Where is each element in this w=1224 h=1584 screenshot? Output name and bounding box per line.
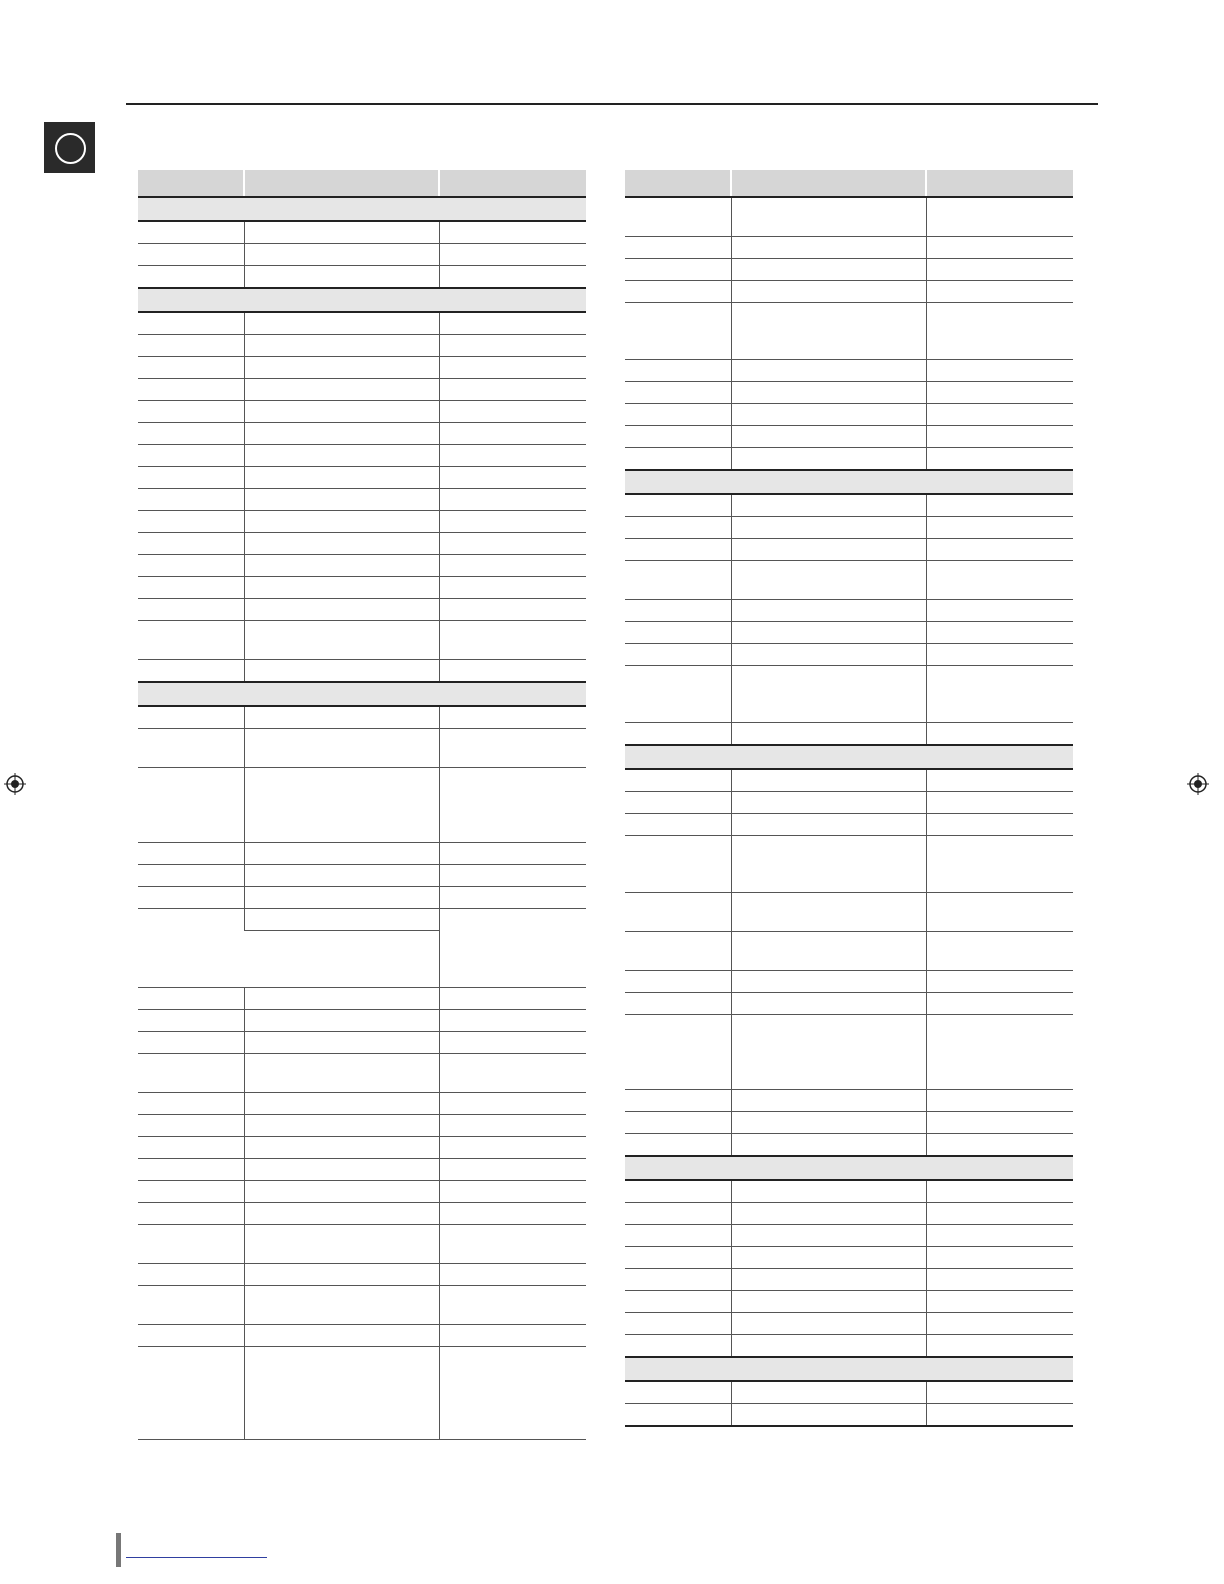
table-row [138, 621, 586, 660]
table-row [625, 1335, 1073, 1358]
table-row [138, 1203, 586, 1225]
table-row [625, 1134, 1073, 1157]
table-row [138, 909, 586, 931]
table-row [625, 932, 1073, 971]
table-row [625, 1381, 1073, 1404]
table-row [625, 814, 1073, 836]
table-row [138, 489, 586, 511]
section-header [625, 1357, 1073, 1381]
header-cell [244, 170, 439, 197]
section-header [138, 197, 586, 221]
section-title [625, 1156, 1073, 1180]
registration-mark-icon [4, 773, 26, 795]
table-row [138, 1137, 586, 1159]
registration-mark-icon [1187, 773, 1209, 795]
table-row [625, 622, 1073, 644]
header-cell [926, 170, 1073, 197]
table-row [138, 335, 586, 357]
circle-icon [55, 133, 86, 164]
table-row [138, 768, 586, 843]
table-row [138, 1093, 586, 1115]
footer-link-underline [126, 1557, 267, 1558]
table-row [625, 1247, 1073, 1269]
table-row [138, 401, 586, 423]
table-row [625, 1180, 1073, 1203]
table-row [625, 1203, 1073, 1225]
table-row [138, 1159, 586, 1181]
table-row [138, 1325, 586, 1347]
table-row [138, 599, 586, 621]
spec-table-left [138, 170, 586, 1440]
section-header [138, 288, 586, 312]
table-row [138, 1010, 586, 1032]
table-row [625, 303, 1073, 360]
table-row [625, 426, 1073, 448]
table-row [625, 644, 1073, 666]
table-row [138, 1264, 586, 1286]
table-row [625, 197, 1073, 237]
table-row [625, 281, 1073, 303]
section-title [625, 470, 1073, 494]
table-row [625, 1313, 1073, 1335]
table-row [625, 1269, 1073, 1291]
section-title [625, 1357, 1073, 1381]
header-cell [138, 170, 244, 197]
table-row [138, 244, 586, 266]
section-header [138, 682, 586, 706]
table-row [138, 729, 586, 768]
table-row [625, 360, 1073, 382]
table-row [138, 865, 586, 887]
table-row [625, 1404, 1073, 1427]
table-row [138, 843, 586, 865]
footer-bar [116, 1533, 121, 1567]
table-row [138, 445, 586, 467]
table-row [138, 511, 586, 533]
table-row [625, 993, 1073, 1015]
table-row [138, 1286, 586, 1325]
language-tab [44, 122, 95, 173]
table-row [138, 312, 586, 335]
section-header [625, 470, 1073, 494]
header-cell [439, 170, 586, 197]
table-row [625, 600, 1073, 622]
table-row [625, 237, 1073, 259]
table-row [138, 1225, 586, 1264]
header-cell [625, 170, 731, 197]
table-row [625, 836, 1073, 893]
table-row [138, 533, 586, 555]
table-row [138, 1115, 586, 1137]
table-row [138, 706, 586, 729]
section-title [138, 197, 586, 221]
table-row [138, 1054, 586, 1093]
section-header [625, 1156, 1073, 1180]
table-row [138, 1347, 586, 1440]
table-row [138, 379, 586, 401]
table-row [625, 723, 1073, 746]
table-row [625, 1291, 1073, 1313]
table-row [625, 1090, 1073, 1112]
table-row [138, 221, 586, 244]
table-row [625, 448, 1073, 471]
table-row [625, 259, 1073, 281]
table-header-row [138, 170, 586, 197]
table-row [625, 517, 1073, 539]
table-row [625, 382, 1073, 404]
header-rule [126, 103, 1098, 105]
spec-table-right [625, 170, 1073, 1427]
table-row [625, 561, 1073, 600]
table-row [625, 539, 1073, 561]
table-row [138, 1181, 586, 1203]
table-row [625, 792, 1073, 814]
section-title [625, 745, 1073, 769]
table-row [138, 887, 586, 909]
table-row [138, 577, 586, 599]
table-row [625, 404, 1073, 426]
table-row [138, 357, 586, 379]
table-header-row [625, 170, 1073, 197]
table-row [625, 1225, 1073, 1247]
section-title [138, 682, 586, 706]
table-row [625, 893, 1073, 932]
table-row [625, 971, 1073, 993]
table-row [625, 1015, 1073, 1090]
table-row [625, 769, 1073, 792]
section-header [625, 745, 1073, 769]
section-title [138, 288, 586, 312]
table-row [138, 467, 586, 489]
table-row [138, 423, 586, 445]
table-row [138, 1032, 586, 1054]
header-cell [731, 170, 926, 197]
table-row [138, 555, 586, 577]
table-row [625, 1112, 1073, 1134]
table-row [138, 660, 586, 683]
table-row [625, 494, 1073, 517]
table-row [138, 266, 586, 289]
table-row [625, 666, 1073, 723]
table-row [138, 988, 586, 1010]
